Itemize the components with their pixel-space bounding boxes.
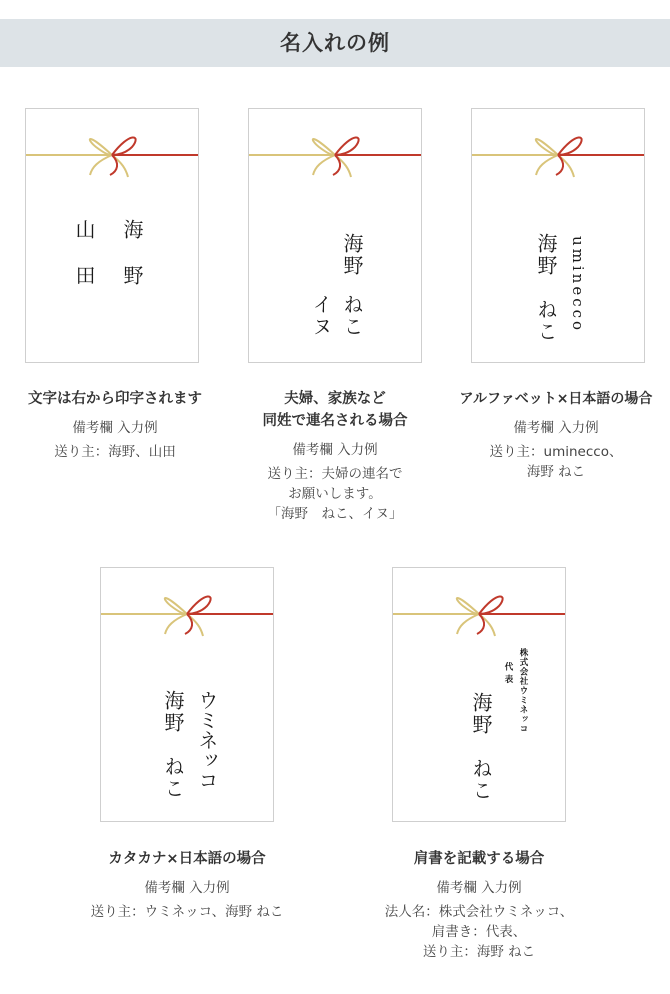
card-name-left: 山田 [72, 219, 96, 311]
card-family-name: 海野 [340, 233, 364, 277]
caption-title: アルファベット×日本語の場合 [459, 391, 653, 407]
caption-2 [225, 388, 445, 524]
caption-line: 法人名：株式会社ウミネッコ、 [384, 904, 574, 920]
caption-sub-label: 備考欄 入力例 [72, 420, 158, 436]
card-japanese-name: 海野 ねこ [534, 233, 558, 343]
caption-5 [364, 848, 594, 962]
card-japanese-name: 海野 ねこ [469, 692, 493, 802]
caption-sub-label: 備考欄 入力例 [144, 880, 230, 896]
card-name-right: 海野 [120, 219, 144, 311]
caption-title: 文字は右から印字されます [28, 391, 202, 407]
card-given-name-1: ねこ [340, 294, 364, 338]
caption-sub-label: 備考欄 入力例 [292, 442, 378, 458]
card-position-title: 代表 [503, 662, 513, 687]
noshi-card-1 [25, 108, 199, 363]
mizuhiki-ribbon-icon [472, 109, 644, 189]
caption-line: 肩書き：代表、 [431, 924, 527, 940]
caption-sub-label: 備考欄 入力例 [513, 420, 599, 436]
noshi-card-2 [248, 108, 422, 363]
caption-line: 「海野 ねこ、イヌ」 [267, 506, 403, 522]
caption-1 [5, 388, 225, 462]
caption-line: お願いします。 [288, 486, 382, 502]
caption-title: 夫婦、家族など [284, 391, 386, 407]
mizuhiki-ribbon-icon [249, 109, 421, 189]
caption-line: 海野 ねこ [526, 464, 586, 480]
header-banner [0, 19, 670, 67]
caption-title: 肩書を記載する場合 [413, 851, 545, 867]
caption-line: 送り主：夫婦の連名で [267, 466, 403, 482]
caption-line: 送り主：uminecco、 [489, 444, 623, 460]
mizuhiki-ribbon-icon [393, 568, 565, 648]
caption-sub-label: 備考欄 入力例 [436, 880, 522, 896]
noshi-card-3 [471, 108, 645, 363]
card-katakana-name: ウミネッコ [195, 690, 219, 790]
card-given-name-2: イヌ [309, 294, 333, 338]
card-japanese-name: 海野 ねこ [161, 690, 185, 800]
caption-3 [442, 388, 670, 482]
card-company-name: 株式会社ウミネッコ [518, 648, 528, 734]
card-roman-name: uminecco [569, 236, 587, 334]
mizuhiki-ribbon-icon [26, 109, 198, 189]
caption-line: 送り主：ウミネッコ、海野 ねこ [90, 904, 284, 920]
noshi-card-4 [100, 567, 274, 822]
mizuhiki-ribbon-icon [101, 568, 273, 648]
page-title: 名入れの例 [280, 31, 390, 55]
caption-line: 送り主：海野 ねこ [422, 944, 536, 960]
noshi-card-5 [392, 567, 566, 822]
caption-title: カタカナ×日本語の場合 [108, 851, 266, 867]
caption-line: 送り主：海野、山田 [54, 444, 176, 460]
caption-4 [77, 848, 297, 922]
caption-title: 同姓で連名される場合 [262, 413, 408, 429]
